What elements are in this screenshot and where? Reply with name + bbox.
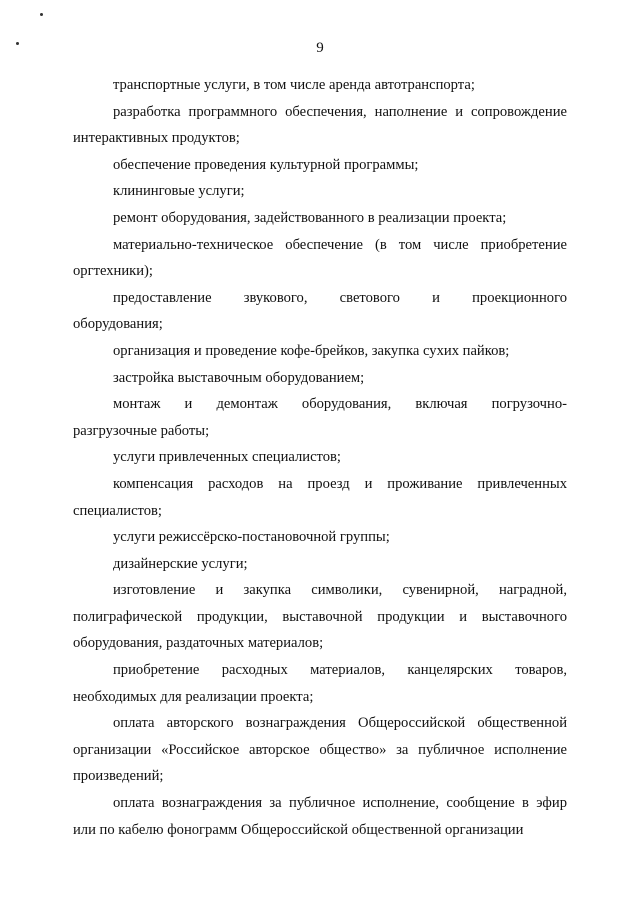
paragraph [73, 72, 567, 99]
paragraph-line: или по кабелю фонограмм Общероссийской общественной организации [73, 821, 524, 838]
paragraph [73, 444, 567, 471]
paragraph-line: разработка программного обеспечения, наполнение и сопровождение [113, 103, 567, 120]
paragraph [73, 232, 567, 285]
paragraph-line: полиграфической продукции, выставочной продукции и выставочного [73, 608, 567, 625]
paragraph-line: транспортные услуги, в том числе аренда автотранспорта; [113, 77, 475, 93]
paragraph [73, 365, 567, 392]
paragraph [73, 577, 567, 657]
paragraph [73, 391, 567, 444]
paragraph-line: разгрузочные работы; [73, 422, 210, 439]
paragraph-line: организации «Российское авторское общество» за публичное исполнение [73, 741, 567, 758]
paragraph-line: оплата авторского вознаграждения Общероссийской общественной [113, 715, 567, 732]
paragraph-line: монтаж и демонтаж оборудования, включая погрузочно- [113, 396, 567, 413]
paragraph-line: произведений; [73, 768, 164, 785]
paragraph-line: дизайнерские услуги; [113, 555, 248, 572]
paragraph-line: изготовление и закупка символики, сувенирной, наградной, [113, 582, 567, 599]
paragraph [73, 99, 567, 152]
paragraph-line: оргтехники); [73, 263, 153, 280]
paragraph [73, 710, 567, 790]
paragraph-line: услуги привлеченных специалистов; [113, 449, 341, 466]
paragraph-line: оборудования, раздаточных материалов; [73, 635, 324, 652]
paragraph [73, 524, 567, 551]
paragraph [73, 152, 567, 179]
scan-speck [40, 13, 43, 16]
paragraph-line: услуги режиссёрско-постановочной группы; [113, 529, 390, 546]
paragraph [73, 657, 567, 710]
paragraph [73, 790, 567, 843]
paragraph [73, 178, 567, 205]
paragraph [73, 551, 567, 578]
document-body [73, 72, 567, 843]
paragraph [73, 338, 567, 365]
paragraph-line: специалистов; [73, 502, 162, 519]
paragraph-line: необходимых для реализации проекта; [73, 688, 314, 705]
paragraph-line: компенсация расходов на проезд и проживание привлеченных [113, 475, 567, 492]
paragraph-line: организация и проведение кофе-брейков, закупка сухих пайков; [113, 342, 510, 359]
paragraph-line: интерактивных продуктов; [73, 130, 240, 147]
paragraph-line: клининговые услуги; [113, 183, 245, 200]
paragraph [73, 471, 567, 524]
paragraph-line: приобретение расходных материалов, канцелярских товаров, [113, 662, 567, 679]
paragraph-line: оплата вознаграждения за публичное исполнение, сообщение в эфир [113, 795, 567, 812]
paragraph-line: материально-техническое обеспечение (в том числе приобретение [113, 236, 567, 253]
paragraph-line: ремонт оборудования, задействованного в реализации проекта; [113, 209, 507, 226]
paragraph-line: обеспечение проведения культурной программы; [113, 156, 419, 173]
paragraph [73, 285, 567, 338]
paragraph-line: застройка выставочным оборудованием; [113, 369, 365, 386]
paragraph [73, 205, 567, 232]
page-number: 9 [316, 40, 324, 56]
paragraph-line: предоставление звукового, светового и проекционного [113, 289, 567, 306]
paragraph-line: оборудования; [73, 316, 163, 333]
